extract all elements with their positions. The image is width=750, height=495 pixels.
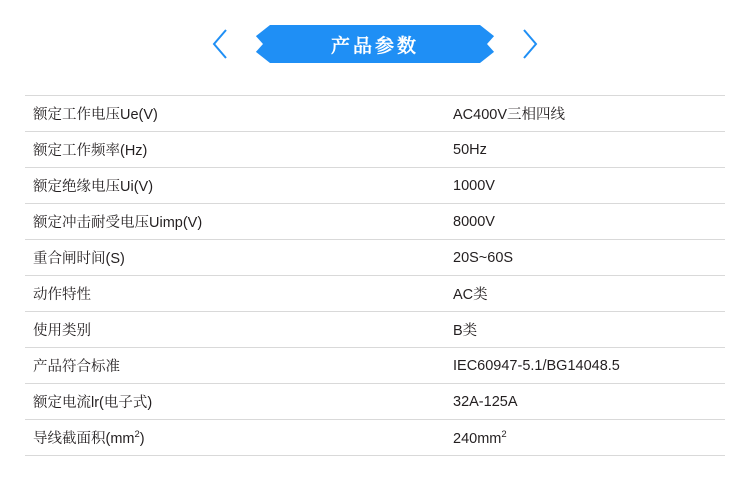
spec-value: AC400V三相四线 xyxy=(433,96,725,132)
specifications-table xyxy=(25,95,725,456)
spec-label: 额定电流lr(电子式) xyxy=(25,384,433,420)
spec-label-superscript: 2 xyxy=(134,429,140,441)
spec-label: 额定绝缘电压Ui(V) xyxy=(25,168,433,204)
banner-notch-right xyxy=(487,25,504,63)
spec-value-superscript: 2 xyxy=(501,428,507,440)
chevron-left-icon xyxy=(212,29,228,59)
banner xyxy=(246,25,504,63)
table-row xyxy=(25,204,725,240)
spec-value: 8000V xyxy=(433,204,725,240)
banner-notch-left xyxy=(246,25,263,63)
spec-value-text: 240mm xyxy=(453,430,502,447)
spec-value: 1000V xyxy=(433,168,725,204)
table-row xyxy=(25,276,725,312)
table-row xyxy=(25,420,725,456)
chevron-right-icon xyxy=(522,29,538,59)
spec-label xyxy=(25,420,433,456)
spec-label: 使用类别 xyxy=(25,312,433,348)
spec-value: 20S~60S xyxy=(433,240,725,276)
table-row xyxy=(25,312,725,348)
spec-label: 额定工作电压Ue(V) xyxy=(25,96,433,132)
table-row xyxy=(25,96,725,132)
spec-label: 额定冲击耐受电压Uimp(V) xyxy=(25,204,433,240)
table-row xyxy=(25,384,725,420)
page-header xyxy=(0,24,750,64)
spec-label-tail: ) xyxy=(139,431,145,447)
spec-value: AC类 xyxy=(433,276,725,312)
spec-label: 额定工作频率(Hz) xyxy=(25,132,433,168)
table-row xyxy=(25,348,725,384)
table-row xyxy=(25,240,725,276)
spec-value: IEC60947-5.1/BG14048.5 xyxy=(433,348,725,384)
spec-label: 动作特性 xyxy=(25,276,433,312)
table-row xyxy=(25,132,725,168)
spec-value: 32A-125A xyxy=(433,384,725,420)
page-title: 产品参数 xyxy=(330,35,419,57)
spec-value: 50Hz xyxy=(433,132,725,168)
spec-value xyxy=(433,420,725,456)
spec-label-text: 导线截面积(mm xyxy=(33,431,135,447)
spec-value: B类 xyxy=(433,312,725,348)
table-row xyxy=(25,168,725,204)
spec-label: 产品符合标准 xyxy=(25,348,433,384)
spec-label: 重合闸时间(S) xyxy=(25,240,433,276)
specifications-table-body xyxy=(25,96,725,456)
